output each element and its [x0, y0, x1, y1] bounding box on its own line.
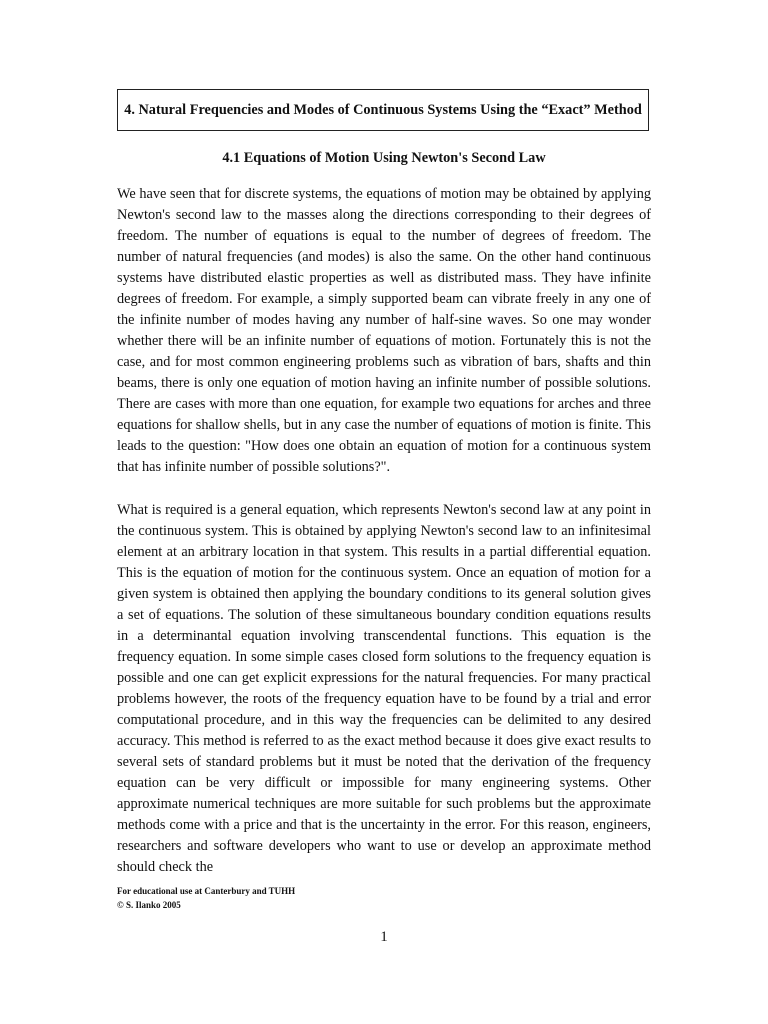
page-number: 1 — [380, 929, 388, 945]
chapter-title: 4. Natural Frequencies and Modes of Continuous Systems Using the “Exact” Method — [124, 101, 642, 118]
paragraph-2: What is required is a general equation, which represents Newton's second law at any point in the continuous system. This is obtained by applying Newton's second law to an infinitesimal element at an arbitrary location in that system. This results in a partial differential equation. This is the equation of motion for the continuous system. Once an equation of motion for a given system is obtained then applying the boundary conditions to its general solution gives a set of equations. The solution of these simultaneous boundary condition equations results in a determinantal equation involving transcendental functions. This equation is the frequency equation. In some simple cases closed form solutions to the frequency equation is possible and one can get explicit expressions for the natural frequencies. For many practical problems however, the roots of the frequency equation have to be found by a trial and error computational procedure, and in this way the frequencies can be delimited to any desired accuracy. This method is referred to as the exact method because it does give exact results to several sets of standard problems but it must be noted that the derivation of the frequency equation can be very difficult or impossible for many engineering systems. Other approximate numerical techniques are more suitable for such problems but the approximate methods come with a price and that is the uncertainty in the error. For this reason, engineers, researchers and software developers who want to use or develop an approximate method should check the — [117, 502, 651, 875]
footer-line-2: © S. Ilanko 2005 — [117, 900, 181, 910]
footer-note — [117, 884, 295, 912]
chapter-title-box — [117, 89, 649, 131]
paragraph-1: We have seen that for discrete systems, the equations of motion may be obtained by applying Newton's second law to the masses along the directions corresponding to their degrees of freedom. The number of equations is equal to the number of degrees of freedom. The number of natural frequencies (and modes) is also the same. On the other hand continuous systems have distributed elastic properties as well as distributed mass. They have infinite degrees of freedom. For example, a simply supported beam can vibrate freely in any one of the infinite number of modes having any number of half-sine waves. So one may wonder whether there will be an infinite number of equations of motion. Fortunately this is not the case, and for most common engineering problems such as vibration of bars, shafts and thin beams, there is only one equation of motion having an infinite number of possible solutions. There are cases with more than one equation, for example two equations for arches and three equations for shallow shells, but in any case the number of equations of motion is finite. This leads to the question: "How does one obtain an equation of motion for a continuous system that has infinite number of possible solutions?". — [117, 186, 651, 475]
footer-line-1: For educational use at Canterbury and TUHH — [117, 886, 296, 896]
section-heading: 4.1 Equations of Motion Using Newton's Second Law — [222, 150, 546, 166]
